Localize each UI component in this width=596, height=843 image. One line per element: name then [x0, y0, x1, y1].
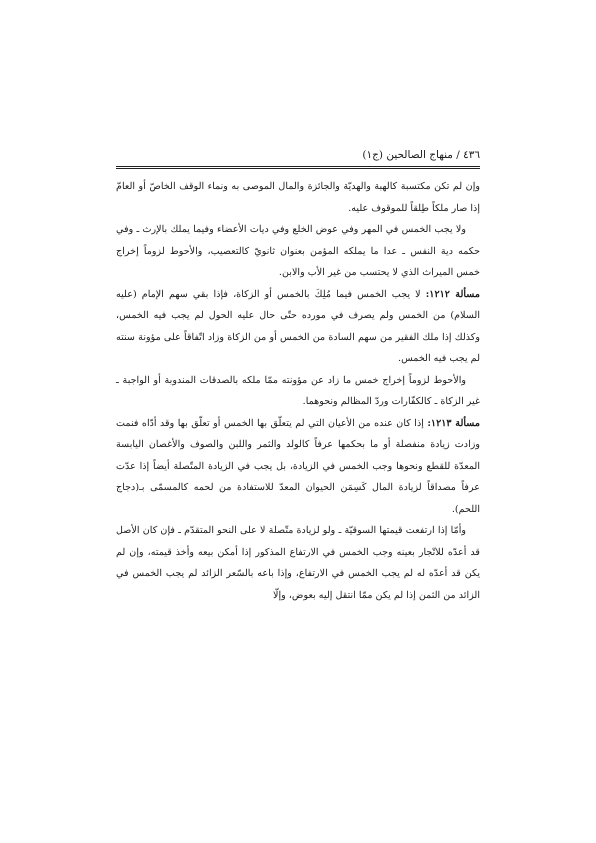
- header-rule: [116, 166, 480, 169]
- issue-paragraph: [116, 284, 480, 370]
- issue-number-label: مسألة ١٢١٢:: [425, 288, 480, 300]
- paragraph: [116, 176, 480, 219]
- issue-paragraph: [116, 413, 480, 521]
- issue-number-label: مسألة ١٢١٣:: [427, 417, 480, 429]
- paragraph: [116, 219, 480, 284]
- paragraph: [116, 370, 480, 413]
- paragraph-text: إذا كان عنده من الأعيان التي لم يتعلّق بها الخمس أو تعلّق بها وقد أدّاه فنمت وزادت زيادة منفصلة أو ما بحكمها عرفاً كالولد والثمر واللبن والصوف والأغصان اليابسة المعدّة للقطع ونحوها وجب الخمس في الزيادة، بل يجب في الزيادة المتّصلة أيضاً إذا عدّت عرفاً مصداقاً لزيادة المال كَسِمَن الحيوان المعدّ للاستفادة من لحمه كالمسمّى بـ(دجاج اللحم).: [116, 417, 480, 515]
- paragraph-text: والأحوط لزوماً إخراج خمس ما زاد عن مؤونته ممّا ملكه بالصدقات المندوبة أو الواجبة ـ غير الزكاة ـ كالكفّارات وردّ المظالم ونحوهما.: [116, 374, 480, 407]
- paragraph-text: وإن لم تكن مكتسبة كالهبة والهديّة والجائزة والمال الموصى به ونماء الوقف الخاصّ أو العامّ إذا صار ملكاً طِلقاً للموقوف عليه.: [116, 181, 480, 214]
- document-page: [116, 148, 480, 606]
- paragraph-text: وأمّا إذا ارتفعت قيمتها السوقيّة ـ ولو لزيادة متّصلة لا على النحو المتقدّم ـ فإن كان الأصل قد أعدّه للاتّجار بعينه وجب الخمس في الارتفاع المذكور إذا أمكن بيعه وأخذ قيمته، وإن لم يكن قد أعدّه له لم يجب الخمس في الارتفاع، وإذا باعه بالسّعر الزائد لم يجب الخمس في الزائد من الثمن إذا لم يكن ممّا انتقل إليه بعوض، وإلّا: [116, 525, 480, 601]
- running-header: ٤٣٦ / منهاج الصالحين (ج١): [362, 149, 480, 161]
- paragraph-text: ولا يجب الخمس في المهر وفي عوض الخلع وفي ديات الأعضاء وفيما يملك بالإرث ـ وفي حكمه دية النفس ـ عدا ما يملكه المؤمن بعنوان ثانويّ كالتعصيب، والأحوط لزوماً إخراج خمس الميراث الذي لا يحتسب من غير الأب والابن.: [116, 224, 480, 278]
- paragraph-text: لا يجب الخمس فيما مُلِكَ بالخمس أو الزكاة، فإذا بقي سهم الإمام (عليه السلام) من الخمس ولم يصرف في مورده حتّى حال عليه الحول لم يجب فيه الخمس، وكذلك إذا ملك الفقير من سهم السادة من الخمس أو من الزكاة وزاد اتّفاقاً على مؤونة سنته لم يجب فيه الخمس.: [116, 288, 480, 364]
- body-text: [116, 176, 480, 606]
- paragraph: [116, 520, 480, 606]
